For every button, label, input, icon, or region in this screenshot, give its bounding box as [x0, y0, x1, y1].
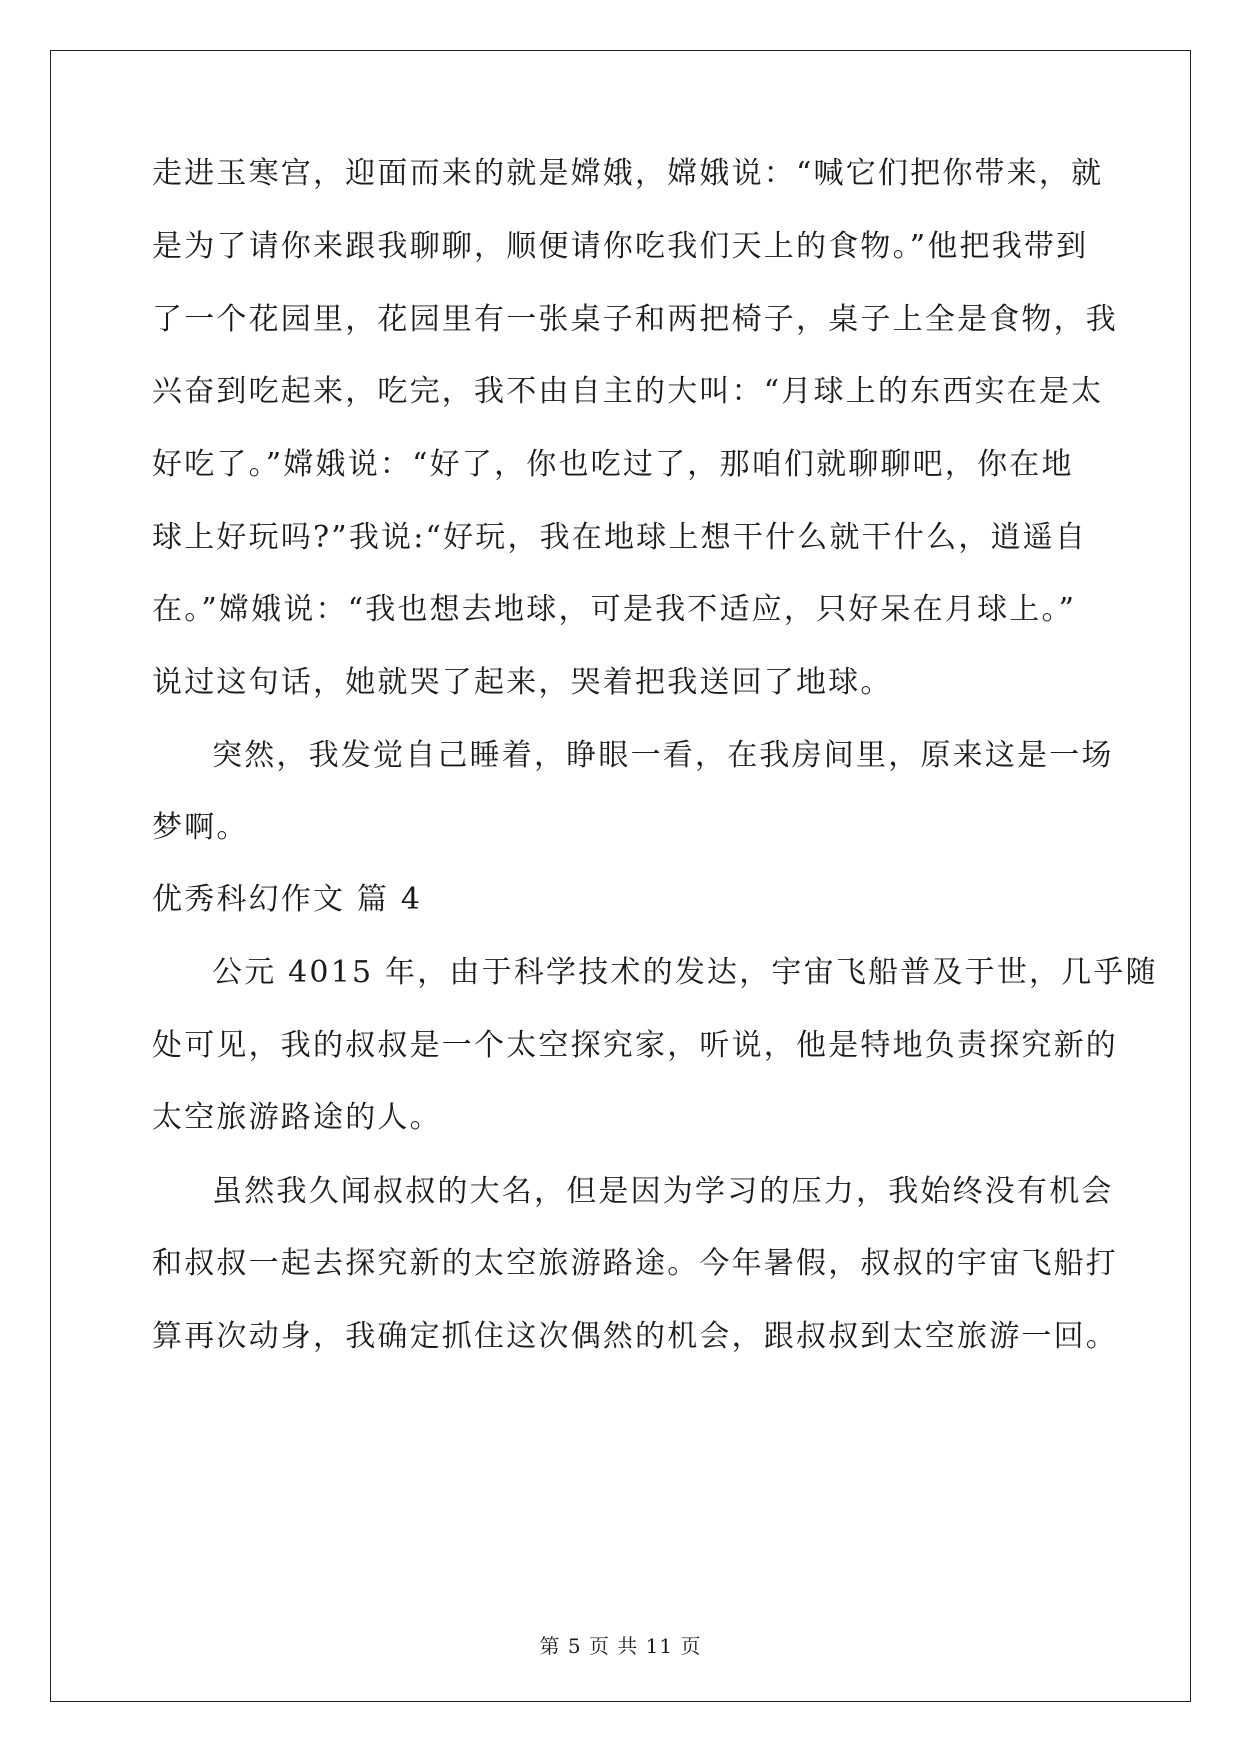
paragraph-line: 走进玉寒宫，迎面而来的就是嫦娥，嫦娥说：“喊它们把你带来，就 [152, 156, 1104, 191]
paragraph-line: 算再次动身，我确定抓住这次偶然的机会，跟叔叔到太空旅游一回。 [152, 1319, 1118, 1354]
paragraph-line: 说过这句话，她就哭了起来，哭着把我送回了地球。 [152, 665, 893, 700]
page-border [50, 50, 1191, 1702]
paragraph-line: 好吃了。”嫦娥说：“好了，你也吃过了，那咱们就聊聊吧，你在地 [152, 447, 1074, 482]
paragraph-line: 突然，我发觉自己睡着，睁眼一看，在我房间里，原来这是一场 [212, 738, 1114, 773]
paragraph-line: 是为了请你来跟我聊聊，顺便请你吃我们天上的食物。”他把我带到 [152, 229, 1089, 264]
paragraph-line: 和叔叔一起去探究新的太空旅游路途。今年暑假，叔叔的宇宙飞船打 [152, 1246, 1118, 1281]
paragraph-line: 梦啊。 [152, 810, 249, 845]
paragraph-line: 处可见，我的叔叔是一个太空探究家，听说，他是特地负责探究新的 [152, 1028, 1118, 1063]
paragraph-line: 太空旅游路途的人。 [152, 1100, 442, 1135]
section-heading: 优秀科幻作文 篇 4 [152, 882, 423, 917]
paragraph-line: 在。”嫦娥说：“我也想去地球，可是我不适应，只好呆在月球上。” [152, 592, 1077, 627]
page-number-footer: 第 5 页 共 11 页 [539, 1634, 702, 1658]
paragraph-line: 虽然我久闻叔叔的大名，但是因为学习的压力，我始终没有机会 [212, 1174, 1114, 1209]
paragraph-line: 公元 4015 年，由于科学技术的发达，宇宙飞船普及于世，几乎随 [212, 955, 1158, 990]
paragraph-line: 球上好玩吗?”我说:“好玩，我在地球上想干什么就干什么，逍遥自 [152, 520, 1088, 555]
paragraph-line: 了一个花园里，花园里有一张桌子和两把椅子，桌子上全是食物，我 [152, 302, 1118, 337]
paragraph-line: 兴奋到吃起来，吃完，我不由自主的大叫：“月球上的东西实在是太 [152, 374, 1104, 409]
